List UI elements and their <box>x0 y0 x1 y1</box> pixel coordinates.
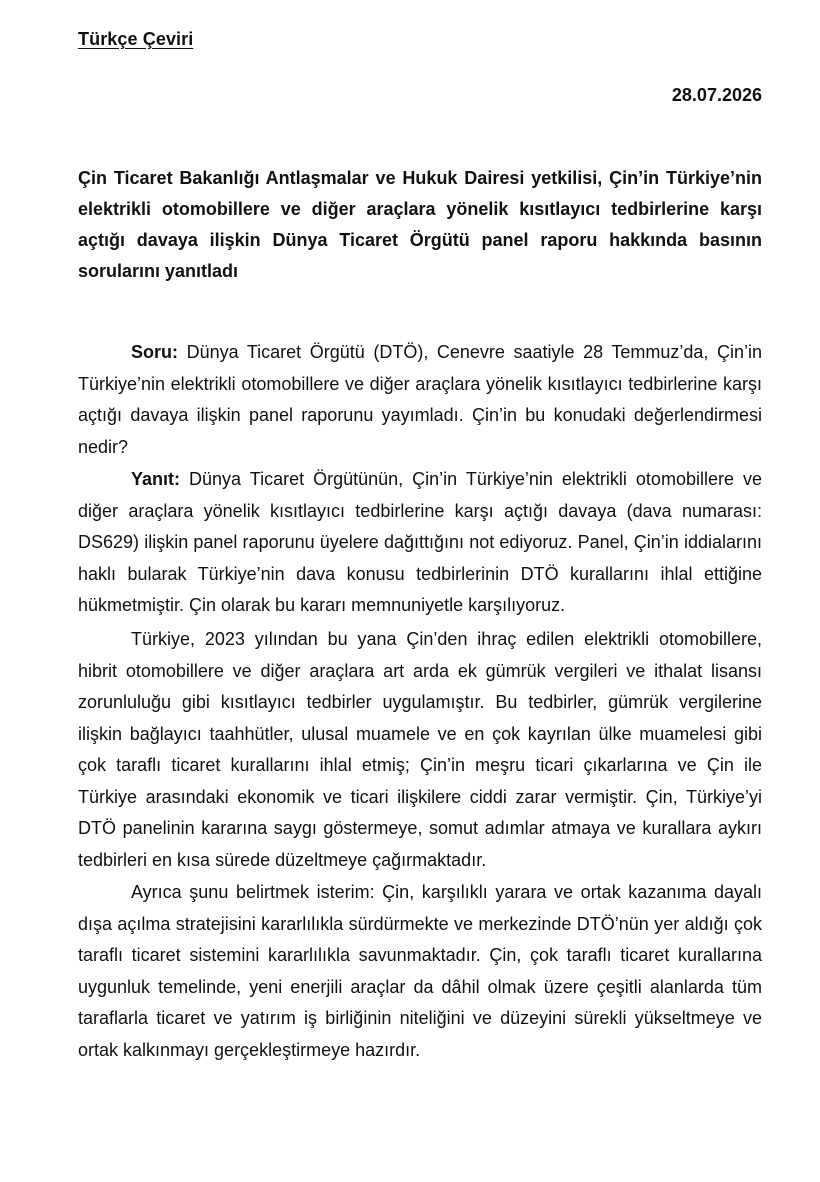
document-date: 28.07.2026 <box>671 85 762 105</box>
body-paragraph <box>78 877 762 1066</box>
answer-lead: Yanıt: <box>131 469 181 489</box>
paragraph-text: Ayrıca şunu belirtmek isterim: Çin, karşılıklı yarara ve ortak kazanıma dayalı dışa açılma stratejisini kararlılıkla sürdürmekte ve merkezinde DTÖ’nün yer aldığı çok taraflı ticaret sistemini kararlılıkla savunmaktadır. Çin, çok taraflı ticaret kurallarına uygunluk temelinde, yeni enerjili araçlar da dâhil olmak üzere çeşitli alanlarda tüm taraflarla ticaret ve yatırım iş birliğinin niteliğini ve düzeyini sürekli yükseltmeye ve ortak kalkınmayı gerçekleştirmeye hazırdır. <box>78 882 762 1060</box>
body-paragraph <box>78 624 762 876</box>
document-title: Çin Ticaret Bakanlığı Antlaşmalar ve Hukuk Dairesi yetkilisi, Çin’in Türkiye’nin elektrikli otomobillere ve diğer araçlara yönelik kısıtlayıcı tedbirlerine karşı açtığı davaya ilişkin Dünya Ticaret Örgütü panel raporu hakkında basının sorularını yanıtladı <box>78 168 762 281</box>
document-heading: Türkçe Çeviri <box>78 29 194 49</box>
paragraph-text: Türkiye, 2023 yılından bu yana Çin’den ihraç edilen elektrikli otomobillere, hibrit otomobillere ve diğer araçlara art arda ek gümrük vergileri ve ithalat lisansı zorunluluğu gibi kısıtlayıcı tedbirler uygulamıştır. Bu tedbirler, gümrük vergilerine ilişkin bağlayıcı taahhütler, ulusal muamele ve en çok kayrılan ülke muamelesi gibi çok taraflı ticaret kurallarını ihlal etmiş; Çin’in meşru ticari çıkarlarına ve Çin ile Türkiye arasındaki ekonomik ve ticari ilişkilere ciddi zarar vermiştir. Çin, Türkiye’yi DTÖ panelinin kararına saygı göstermeye, somut adımlar atmaya ve kurallara aykırı tedbirleri en kısa sürede düzeltmeye çağırmaktadır. <box>78 629 762 870</box>
question-lead: Soru: <box>131 342 178 362</box>
answer-text: Dünya Ticaret Örgütünün, Çin’in Türkiye’nin elektrikli otomobillere ve diğer araçlara yönelik kısıtlayıcı tedbirlerine karşı açtığı davaya (dava numarası: DS629) ilişkin panel raporunu üyelere dağıttığını not ediyoruz. Panel, Çin’in iddialarını haklı bularak Türkiye’nin dava konusu tedbirlerinin DTÖ kurallarını ihlal ettiğine hükmetmiştir. Çin olarak bu kararı memnuniyetle karşılıyoruz. <box>78 469 762 615</box>
question-text: Dünya Ticaret Örgütü (DTÖ), Cenevre saatiyle 28 Temmuz’da, Çin’in Türkiye’nin elektrikli otomobillere ve diğer araçlara yönelik kısıtlayıcı tedbirlerine karşı açtığı davaya ilişkin panel raporunu yayımladı. Çin’in bu konudaki değerlendirmesi nedir? <box>78 342 762 457</box>
question-paragraph <box>78 337 762 463</box>
answer-paragraph <box>78 464 762 622</box>
